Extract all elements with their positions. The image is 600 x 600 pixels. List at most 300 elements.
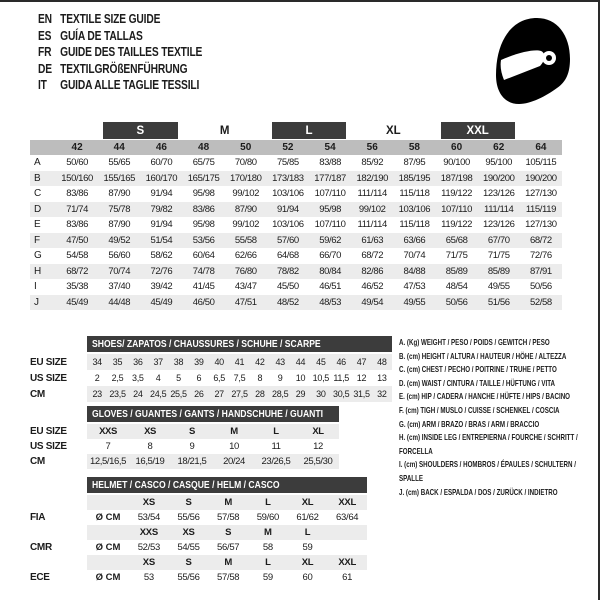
size-row <box>30 295 562 311</box>
size-column-header: 64 <box>535 142 547 153</box>
row-label: EU SIZE <box>30 356 67 368</box>
value-cell: 12,5/16,5 <box>89 456 127 467</box>
value-cell: 42 <box>255 357 265 367</box>
size-cell: 103/106 <box>272 188 304 200</box>
size-cell: 62/66 <box>234 250 257 262</box>
value-cell: XL <box>301 497 314 508</box>
size-cell: 190/200 <box>525 172 557 184</box>
size-cell: 49/52 <box>108 234 131 246</box>
size-cell: 54/58 <box>66 250 88 262</box>
size-row <box>30 186 562 202</box>
value-cell: XL <box>312 426 324 437</box>
row-values <box>87 354 392 370</box>
size-row <box>30 217 562 233</box>
size-cell: 76/80 <box>234 265 257 277</box>
row-values <box>87 424 339 439</box>
size-column-header: 56 <box>366 142 378 153</box>
size-cell: 67/70 <box>487 234 510 246</box>
size-cell: 47/50 <box>66 234 88 246</box>
size-columns-row <box>30 140 562 155</box>
table-row <box>30 525 367 540</box>
language-row <box>38 11 202 28</box>
size-cell: 47/53 <box>403 281 426 293</box>
top-border <box>0 0 600 2</box>
size-cell: 71/75 <box>487 250 510 262</box>
table-row <box>30 540 367 555</box>
legend-item: B. (cm) HEIGHT / ALTURA / HAUTEUR / HÖHE / ALTEZZA <box>399 350 567 361</box>
value-cell: 53 <box>143 572 154 583</box>
value-cell: 37 <box>153 357 163 367</box>
value-cell: 23/26,5 <box>261 456 291 467</box>
size-cell: 165/175 <box>187 172 220 184</box>
size-cell: 45/50 <box>277 281 299 293</box>
size-cell: 75/85 <box>277 157 299 169</box>
size-cell: 60/64 <box>192 250 215 262</box>
value-cell: 11 <box>271 441 281 452</box>
size-cell: 70/80 <box>234 157 257 169</box>
size-cell: 111/114 <box>484 203 514 215</box>
value-cell: XS <box>142 497 155 508</box>
value-cell: 24,5 <box>150 389 167 399</box>
value-cell: 26 <box>194 389 204 399</box>
value-cell: 60 <box>302 572 313 583</box>
helmet-size-table <box>30 477 367 585</box>
row-values <box>87 510 367 525</box>
value-cell: 53/54 <box>137 512 160 523</box>
value-cell: 34 <box>92 357 102 367</box>
value-cell: 44 <box>295 357 306 367</box>
value-cell: 8 <box>147 441 153 452</box>
row-values <box>87 555 367 570</box>
size-cell: 185/195 <box>398 172 431 184</box>
size-cell: 83/86 <box>66 188 88 200</box>
table-title: HELMET / CASCO / CASQUE / HELM / CASCO <box>92 479 280 491</box>
value-cell: 32 <box>377 389 387 399</box>
size-column-header: 44 <box>113 142 125 153</box>
size-cell: 182/190 <box>356 172 389 184</box>
size-cell: 48/54 <box>445 281 468 293</box>
size-group-cell: XXL <box>441 122 515 139</box>
language-code: EN <box>38 12 52 27</box>
size-cell: 41/45 <box>192 281 215 293</box>
row-values <box>87 525 367 540</box>
value-cell: 18/21,5 <box>177 456 207 467</box>
language-title: GUIDA ALLE TAGLIE TESSILI <box>60 78 200 93</box>
size-cell: 44/48 <box>108 296 131 308</box>
size-cell: 49/55 <box>487 281 510 293</box>
size-cell: 82/86 <box>361 265 384 277</box>
size-cell: 95/98 <box>319 203 341 215</box>
value-cell: M <box>224 557 232 568</box>
table-row <box>30 424 339 439</box>
language-list <box>38 11 202 94</box>
size-cell: 115/118 <box>399 188 430 200</box>
value-cell: 16,5/19 <box>135 456 165 467</box>
legend-item: G. (cm) ARM / BRAZO / BRAS / ARM / BRACCIO <box>399 418 540 429</box>
value-cell: S <box>189 426 195 437</box>
value-cell: 40 <box>214 357 224 367</box>
language-title: TEXTILGRÖßENFÜHRUNG <box>60 61 188 76</box>
table-title-bar <box>87 477 367 493</box>
size-cell: 111/114 <box>357 219 387 231</box>
helmet-icon <box>491 15 571 107</box>
value-cell: XXL <box>338 497 356 508</box>
size-row-label: C <box>34 188 42 200</box>
size-cell: 48/52 <box>277 296 299 308</box>
value-cell: 29 <box>295 389 306 399</box>
language-code: DE <box>38 61 52 76</box>
value-cell: XL <box>301 557 314 568</box>
value-cell: 27 <box>214 389 224 399</box>
value-cell: 9 <box>189 441 195 452</box>
value-cell: 20/24 <box>223 456 245 467</box>
value-cell: 13 <box>377 373 387 383</box>
size-cell: 46/50 <box>192 296 215 308</box>
row-label: EU SIZE <box>30 426 67 437</box>
unit-cell: Ø CM <box>95 572 121 583</box>
size-cell: 84/88 <box>403 265 426 277</box>
size-cell: 95/100 <box>485 157 513 169</box>
size-row-label: B <box>34 172 41 184</box>
unit-cell: Ø CM <box>95 512 121 523</box>
language-code: ES <box>38 28 52 43</box>
value-cell: XS <box>142 557 155 568</box>
value-cell: 28 <box>255 389 265 399</box>
legend-item: D. (cm) WAIST / CINTURA / TAILLE / HÜFTUNG / VITA <box>399 377 556 388</box>
size-cell: 115/118 <box>399 219 430 231</box>
size-row-label: E <box>34 219 41 231</box>
table-row <box>30 454 339 469</box>
value-cell: L <box>265 497 271 508</box>
size-cell: 99/102 <box>358 203 386 215</box>
legend-list <box>399 336 590 499</box>
language-row <box>38 28 202 45</box>
size-cell: 39/42 <box>150 281 173 293</box>
size-cell: 85/89 <box>445 265 468 277</box>
shoes-table <box>30 336 392 402</box>
size-cell: 65/75 <box>192 157 215 169</box>
size-cell: 87/95 <box>403 157 426 169</box>
table-title: GLOVES / GUANTES / GANTS / HANDSCHUHE / GUANTI <box>92 408 324 420</box>
size-cell: 49/55 <box>403 296 426 308</box>
table-row <box>30 495 367 510</box>
size-cell: 58/62 <box>150 250 173 262</box>
value-cell: 10 <box>295 373 306 383</box>
size-cell: 119/122 <box>441 219 472 231</box>
size-group-cell: M <box>219 124 230 137</box>
value-cell: 45 <box>316 357 326 367</box>
value-cell: 61 <box>342 572 353 583</box>
row-label: US SIZE <box>30 441 67 452</box>
value-cell: 23,5 <box>109 389 126 399</box>
size-cell: 60/70 <box>150 157 173 169</box>
size-cell: 83/88 <box>319 157 341 169</box>
size-row-label: F <box>34 234 41 246</box>
value-cell: 47 <box>356 357 367 367</box>
size-cell: 79/82 <box>150 203 173 215</box>
legend-item: C. (cm) CHEST / PECHO / POITRINE / TRUHE / PETTO <box>399 364 557 375</box>
value-cell: 63/64 <box>336 512 359 523</box>
size-cell: 111/114 <box>357 188 387 200</box>
row-label: CM <box>30 456 45 467</box>
size-row <box>30 264 562 280</box>
row-label: ECE <box>30 572 50 583</box>
value-cell: 5 <box>176 373 181 383</box>
language-row <box>38 61 202 78</box>
size-cell: 55/58 <box>234 234 257 246</box>
size-row-label: D <box>34 203 42 215</box>
row-values <box>87 386 392 402</box>
size-group-cell: L <box>272 122 346 139</box>
value-cell: 59 <box>262 572 273 583</box>
size-cell: 72/76 <box>530 250 552 262</box>
size-column-header: 42 <box>71 142 83 153</box>
size-column-header: 50 <box>240 142 252 153</box>
size-cell: 107/110 <box>441 203 472 215</box>
size-cell: 66/70 <box>319 250 341 262</box>
value-cell: 46 <box>336 357 346 367</box>
value-cell: 12 <box>313 441 323 452</box>
size-cell: 68/72 <box>66 265 88 277</box>
size-cell: 46/52 <box>361 281 384 293</box>
size-cell: 63/66 <box>403 234 426 246</box>
size-row <box>30 248 562 264</box>
size-cell: 61/63 <box>361 234 384 246</box>
value-cell: 11,5 <box>333 373 349 383</box>
size-cell: 123/126 <box>482 188 515 200</box>
size-cell: 127/130 <box>525 188 557 200</box>
size-row <box>30 171 562 187</box>
size-group-cell: S <box>103 122 177 139</box>
size-cell: 47/51 <box>234 296 257 308</box>
value-cell: 41 <box>234 357 245 367</box>
size-cell: 107/110 <box>314 188 346 200</box>
value-cell: 59/60 <box>256 512 279 523</box>
value-cell: L <box>273 426 279 437</box>
value-cell: 30 <box>316 389 326 399</box>
value-cell: 48 <box>377 357 387 367</box>
size-cell: 71/74 <box>66 203 88 215</box>
size-cell: 127/130 <box>525 219 557 231</box>
row-values <box>87 570 367 585</box>
value-cell: 8 <box>257 373 263 383</box>
size-cell: 170/180 <box>229 172 262 184</box>
value-cell: 25,5 <box>170 389 187 399</box>
unit-cell: Ø CM <box>95 542 121 553</box>
size-cell: 74/78 <box>192 265 215 277</box>
size-cell: 91/94 <box>277 203 299 215</box>
size-cell: 91/94 <box>150 219 173 231</box>
size-cell: 87/90 <box>108 219 131 231</box>
value-cell: M <box>230 426 238 437</box>
size-cell: 87/90 <box>234 203 257 215</box>
size-cell: 46/51 <box>319 281 341 293</box>
value-cell: 56/57 <box>217 542 240 553</box>
size-cell: 83/86 <box>192 203 215 215</box>
table-row <box>30 354 392 370</box>
value-cell: 4 <box>155 373 161 383</box>
value-cell: M <box>224 497 232 508</box>
size-cell: 190/200 <box>482 172 515 184</box>
gloves-table <box>30 406 339 469</box>
language-code: FR <box>38 45 52 60</box>
value-cell: 10 <box>229 441 239 452</box>
value-cell: M <box>264 527 272 538</box>
language-code: IT <box>38 78 47 93</box>
language-row <box>38 77 202 94</box>
table-row <box>30 386 392 402</box>
size-cell: 51/56 <box>487 296 510 308</box>
size-row <box>30 279 562 295</box>
size-cell: 150/160 <box>61 172 93 184</box>
legend-item: J. (cm) BACK / ESPALDA / DOS / ZURÜCK / INDIETRO <box>399 486 558 497</box>
table-title-bar <box>87 406 339 422</box>
size-row-label: A <box>34 157 41 169</box>
size-cell: 50/56 <box>530 281 552 293</box>
size-cell: 105/115 <box>525 157 557 169</box>
legend-item: E. (cm) HIP / CADERA / HANCHE / HÜFTE / HIPS / BACINO <box>399 391 571 402</box>
size-column-header: 46 <box>155 142 167 153</box>
size-column-header: 48 <box>198 142 210 153</box>
size-cell: 87/90 <box>108 188 131 200</box>
value-cell: 31,5 <box>353 389 370 399</box>
main-size-table <box>30 121 562 310</box>
value-cell: 57/58 <box>217 572 240 583</box>
size-cell: 103/106 <box>272 219 304 231</box>
size-column-header: 52 <box>282 142 294 153</box>
size-cell: 107/110 <box>314 219 346 231</box>
value-cell: L <box>265 557 271 568</box>
table-title: SHOES/ ZAPATOS / CHAUSSURES / SCHUHE / SCARPE <box>92 338 321 350</box>
size-cell: 57/60 <box>277 234 299 246</box>
size-group-cell <box>30 121 98 140</box>
size-cell: 64/68 <box>277 250 299 262</box>
value-cell: XXS <box>99 426 117 437</box>
table-row <box>30 555 367 570</box>
value-cell: 7 <box>105 441 111 452</box>
size-cell: 187/198 <box>440 172 473 184</box>
legend-item: F. (cm) TIGH / MUSLO / CUISSE / SCHENKEL / COSCIA <box>399 404 560 415</box>
size-cell: 90/100 <box>443 157 470 169</box>
size-cell: 70/74 <box>403 250 426 262</box>
value-cell: XS <box>182 527 195 538</box>
legend-item: H. (cm) INSIDE LEG / ENTREPIERNA / FOURCHE / SCHRITT / FORCELLA <box>399 432 578 456</box>
value-cell: 59 <box>302 542 313 553</box>
size-group-cell: XL <box>385 124 401 137</box>
size-cell: 83/86 <box>66 219 88 231</box>
table-row <box>30 570 367 585</box>
size-cell: 95/98 <box>192 188 215 200</box>
row-label: CMR <box>30 542 52 553</box>
size-cell: 53/56 <box>192 234 215 246</box>
value-cell: 12 <box>356 373 367 383</box>
value-cell: 7,5 <box>233 373 246 383</box>
size-cell: 48/53 <box>319 296 341 308</box>
value-cell: S <box>185 497 192 508</box>
value-cell: XS <box>144 426 156 437</box>
size-cell: 45/49 <box>66 296 88 308</box>
value-cell: XXS <box>139 527 158 538</box>
value-cell: 43 <box>275 357 285 367</box>
value-cell: 52/53 <box>137 542 160 553</box>
value-cell: S <box>185 557 192 568</box>
row-values <box>87 495 367 510</box>
size-cell: 50/60 <box>66 157 88 169</box>
value-cell: 6 <box>196 373 202 383</box>
size-row-label: H <box>34 265 42 277</box>
value-cell: 6,5 <box>213 373 225 383</box>
value-cell: 23 <box>92 389 102 399</box>
size-cell: 49/54 <box>361 296 384 308</box>
size-cell: 80/84 <box>319 265 341 277</box>
value-cell: 25,5/30 <box>303 456 333 467</box>
size-cell: 50/56 <box>445 296 468 308</box>
language-title: GUÍA DE TALLAS <box>60 28 143 43</box>
legend-item: A. (Kg) WEIGHT / PESO / POIDS / GEWITCH / PESO <box>399 337 550 347</box>
size-row-label: J <box>34 296 39 308</box>
language-title: TEXTILE SIZE GUIDE <box>60 12 161 27</box>
table-row <box>30 439 339 454</box>
size-cell: 51/54 <box>150 234 173 246</box>
size-row <box>30 233 562 249</box>
row-label <box>30 525 87 540</box>
size-cell: 177/187 <box>314 172 346 184</box>
row-values <box>87 454 339 469</box>
language-row <box>38 44 202 61</box>
size-cell: 68/72 <box>530 234 552 246</box>
size-row-label: I <box>34 281 37 293</box>
row-label: CM <box>30 388 45 400</box>
value-cell: 61/62 <box>296 512 319 523</box>
table-title-bar <box>87 336 392 352</box>
size-cell: 91/94 <box>150 188 173 200</box>
size-cell: 37/40 <box>108 281 131 293</box>
size-cell: 85/92 <box>361 157 384 169</box>
value-cell: 28,5 <box>272 389 289 399</box>
size-cell: 55/65 <box>108 157 131 169</box>
row-values <box>87 439 339 454</box>
value-cell: 2,5 <box>111 373 124 383</box>
value-cell: 3,5 <box>132 373 144 383</box>
size-cell: 78/82 <box>277 265 299 277</box>
value-cell: 24 <box>133 389 143 399</box>
table-row <box>30 370 392 386</box>
row-label: US SIZE <box>30 372 67 384</box>
size-row <box>30 155 562 171</box>
value-cell: 9 <box>277 373 283 383</box>
value-cell: 35 <box>112 357 123 367</box>
value-cell: 55/56 <box>177 572 200 583</box>
size-cell: 160/170 <box>145 172 178 184</box>
value-cell: 30,5 <box>333 389 350 399</box>
size-cell: 85/89 <box>487 265 510 277</box>
size-cell: 59/62 <box>319 234 341 246</box>
size-cell: 95/98 <box>192 219 215 231</box>
value-cell: 2 <box>94 373 100 383</box>
size-column-header: 58 <box>408 142 420 153</box>
value-cell: 58 <box>262 542 273 553</box>
size-cell: 103/106 <box>398 203 431 215</box>
value-cell: 36 <box>133 357 143 367</box>
size-cell: 45/49 <box>150 296 173 308</box>
size-column-header: 62 <box>493 142 505 153</box>
size-cell: 155/165 <box>103 172 136 184</box>
size-cell: 71/75 <box>445 250 468 262</box>
language-title: GUIDE DES TAILLES TEXTILE <box>60 45 203 60</box>
value-cell: 39 <box>194 357 204 367</box>
size-cell: 115/119 <box>525 203 556 215</box>
size-group-cell <box>520 121 562 140</box>
